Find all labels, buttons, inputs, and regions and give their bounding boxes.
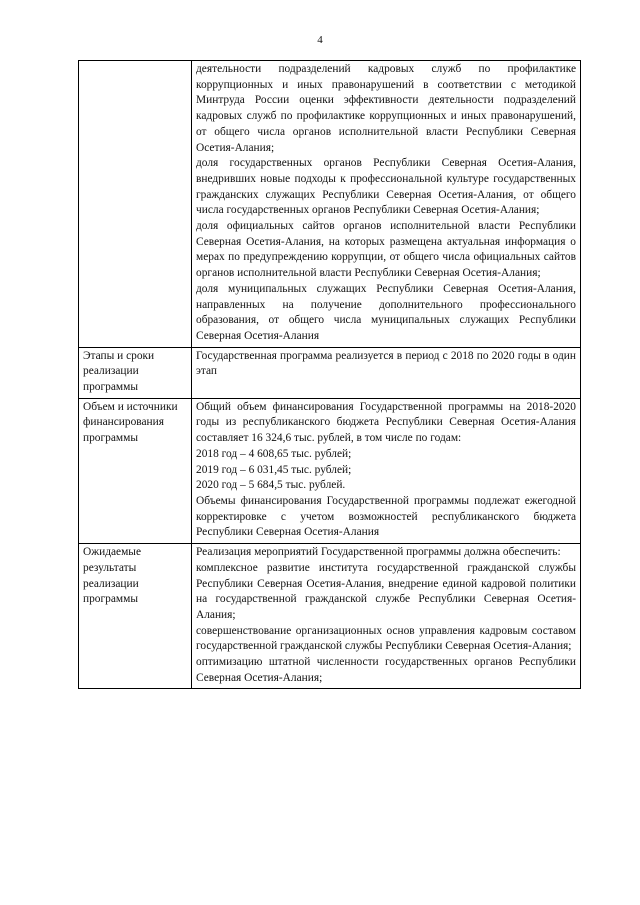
row-label-results: Ожидаемые результаты реализации программы	[79, 544, 192, 689]
row-content	[192, 61, 581, 348]
indicator-paragraph: доля официальных сайтов органов исполнительной власти Республики Северная Осетия-Алания, на которых размещена актуальная информация о мерах по предупреждению коррупции, от общего числа официальных сайтов органов исполнительной власти Республики Северная Осетия-Алания;	[196, 220, 576, 280]
program-passport-table	[78, 60, 581, 689]
table-row	[79, 347, 581, 398]
financing-paragraph: Общий объем финансирования Государственной программы на 2018-2020 годы из республиканского бюджета Республики Северная Осетия-Алания составляет 16 324,6 тыс. рублей, в том числе по годам:	[196, 400, 576, 445]
table-row	[79, 544, 581, 689]
table-row	[79, 398, 581, 543]
row-label-stages: Этапы и сроки реализации программы	[79, 347, 192, 398]
indicator-paragraph: деятельности подразделений кадровых служб по профилактике коррупционных и иных правонарушений в соответствии с методикой Минтруда России оценки эффективности деятельности подразделений кадровых служб по профилактике коррупционных и иных правонарушений, от общего числа органов исполнительной власти Республики Северная Осетия-Алания;	[196, 63, 576, 154]
stages-paragraph: Государственная программа реализуется в период с 2018 по 2020 годы в один этап	[196, 349, 576, 378]
results-paragraph: Реализация мероприятий Государственной программы должна обеспечить:	[196, 546, 561, 559]
row-label	[79, 61, 192, 348]
results-paragraph: совершенствование организационных основ управления кадровым составом государственной гражданской службы Республики Северная Осетия-Алания;	[196, 624, 576, 653]
results-paragraph: комплексное развитие института государственной гражданской службы Республики Северная Осетия-Алания, внедрение единой кадровой политики на государственной гражданской службе Республики Северная Осетия-Алания;	[196, 561, 576, 621]
row-content-stages	[192, 347, 581, 398]
financing-year-2019: 2019 год – 6 031,45 тыс. рублей;	[196, 463, 352, 476]
financing-year-2018: 2018 год – 4 608,65 тыс. рублей;	[196, 447, 352, 460]
financing-year-2020: 2020 год – 5 684,5 тыс. рублей.	[196, 479, 346, 492]
table-row	[79, 61, 581, 348]
financing-note: Объемы финансирования Государственной программы подлежат ежегодной корректировке с учетом возможностей республиканского бюджета Республики Северная Осетия-Алания	[196, 494, 576, 539]
results-paragraph: оптимизацию штатной численности государственных органов Республики Северная Осетия-Алания;	[196, 656, 576, 684]
row-label-financing: Объем и источники финансирования программы	[79, 398, 192, 543]
row-content-financing	[192, 398, 581, 543]
indicator-paragraph: доля государственных органов Республики Северная Осетия-Алания, внедривших новые подходы к профессиональной культуре государственных гражданских служащих Республики Северная Осетия-Алания, от общего числа государственных органов Республики Северная Осетия-Алания;	[196, 157, 576, 217]
page-number: 4	[317, 34, 323, 46]
indicator-paragraph: доля муниципальных служащих Республики Северная Осетия-Алания, направленных на получение дополнительного профессионального образования, от общего числа муниципальных служащих Республики Северная Осетия-Алания	[196, 282, 576, 342]
row-content-results	[192, 544, 581, 689]
